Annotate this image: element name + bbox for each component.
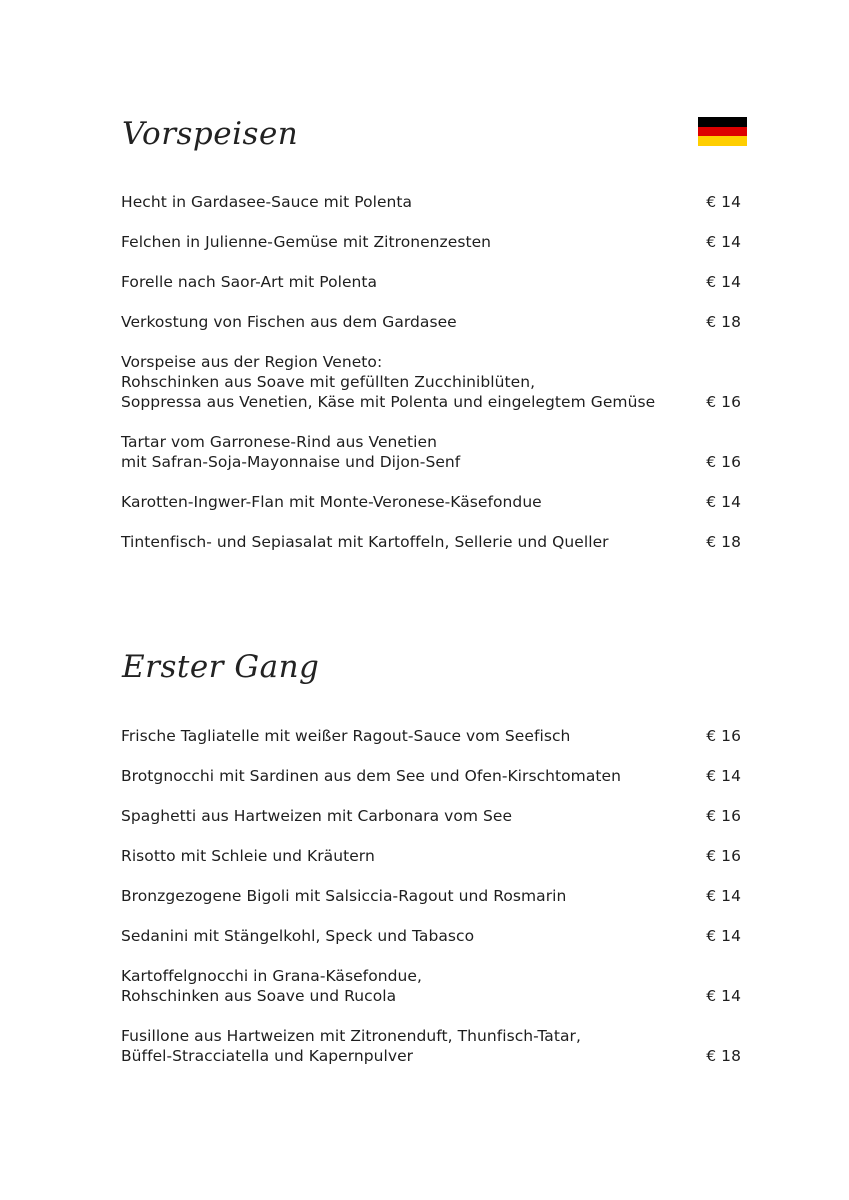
menu-item-text: Rohschinken aus Soave und Rucola	[121, 987, 397, 1005]
menu-item-description	[121, 886, 566, 906]
menu-item-price: € 16	[706, 847, 741, 865]
menu-item-text: Kartoffelgnocchi in Grana-Käsefondue,	[121, 967, 422, 985]
menu-item	[121, 492, 741, 512]
section-title-erster-gang: Erster Gang	[122, 649, 320, 685]
flag-stripe-black	[698, 117, 747, 127]
menu-item-text: Soppressa aus Venetien, Käse mit Polenta und eingelegtem Gemüse	[121, 393, 656, 411]
menu-item-description	[121, 966, 422, 1006]
menu-item-description	[121, 352, 655, 412]
menu-item-price: € 16	[706, 453, 741, 471]
menu-item-text: Felchen in Julienne-Gemüse mit Zitronenzesten	[121, 233, 492, 251]
menu-item-price: € 18	[706, 1047, 741, 1065]
menu-item-text: Vorspeise aus der Region Veneto:	[121, 353, 383, 371]
flag-stripe-red	[698, 127, 747, 137]
menu-list-erster-gang	[121, 726, 741, 1066]
menu-item	[121, 806, 741, 826]
menu-item-price: € 14	[706, 273, 741, 291]
german-flag-icon	[698, 117, 747, 146]
menu-item-price: € 16	[706, 727, 741, 745]
menu-item-text: Spaghetti aus Hartweizen mit Carbonara vom See	[121, 807, 513, 825]
menu-item-text: Fusillone aus Hartweizen mit Zitronenduft, Thunfisch-Tatar,	[121, 1027, 581, 1045]
menu-item-text: Büffel-Stracciatella und Kapernpulver	[121, 1047, 414, 1065]
menu-item-description	[121, 846, 375, 866]
menu-item-price: € 14	[706, 767, 741, 785]
menu-item-description	[121, 806, 512, 826]
menu-item-description	[121, 312, 457, 332]
menu-item-text: mit Safran-Soja-Mayonnaise und Dijon-Senf	[121, 453, 461, 471]
menu-item-description	[121, 432, 460, 472]
menu-item-text: Brotgnocchi mit Sardinen aus dem See und Ofen-Kirschtomaten	[121, 767, 621, 785]
menu-item-text: Hecht in Gardasee-Sauce mit Polenta	[121, 193, 413, 211]
menu-item-description	[121, 1026, 581, 1066]
menu-item-description	[121, 726, 570, 746]
menu-item-price: € 14	[706, 887, 741, 905]
menu-item	[121, 192, 741, 212]
menu-item-text: Risotto mit Schleie und Kräutern	[121, 847, 375, 865]
menu-item-text: Rohschinken aus Soave mit gefüllten Zucchiniblüten,	[121, 373, 536, 391]
menu-item-price: € 14	[706, 193, 741, 211]
menu-item-price: € 14	[706, 493, 741, 511]
menu-item	[121, 926, 741, 946]
menu-item-text: Bronzgezogene Bigoli mit Salsiccia-Ragout und Rosmarin	[121, 887, 567, 905]
menu-item	[121, 272, 741, 292]
menu-item-price: € 14	[706, 987, 741, 1005]
menu-item-price: € 14	[706, 233, 741, 251]
menu-item	[121, 532, 741, 552]
menu-item-price: € 14	[706, 927, 741, 945]
menu-item-price: € 16	[706, 393, 741, 411]
menu-item	[121, 432, 741, 472]
menu-item-description	[121, 492, 542, 512]
menu-item	[121, 726, 741, 746]
menu-item-text: Verkostung von Fischen aus dem Gardasee	[121, 313, 457, 331]
menu-item	[121, 1026, 741, 1066]
menu-item-price: € 16	[706, 807, 741, 825]
menu-item	[121, 886, 741, 906]
section-title-vorspeisen: Vorspeisen	[122, 116, 299, 152]
menu-item	[121, 312, 741, 332]
menu-item-description	[121, 232, 491, 252]
menu-item-description	[121, 272, 377, 292]
menu-item-text: Tartar vom Garronese-Rind aus Venetien	[121, 433, 437, 451]
menu-item	[121, 846, 741, 866]
menu-item-text: Tintenfisch- und Sepiasalat mit Kartoffeln, Sellerie und Queller	[121, 533, 609, 551]
menu-item-price: € 18	[706, 313, 741, 331]
menu-item-price: € 18	[706, 533, 741, 551]
menu-item-description	[121, 532, 609, 552]
menu-item-description	[121, 192, 412, 212]
menu-item-text: Karotten-Ingwer-Flan mit Monte-Veronese-Käsefondue	[121, 493, 542, 511]
menu-item-text: Frische Tagliatelle mit weißer Ragout-Sauce vom Seefisch	[121, 727, 571, 745]
menu-item	[121, 352, 741, 412]
menu-item	[121, 232, 741, 252]
menu-item-description	[121, 766, 621, 786]
menu-list-vorspeisen	[121, 192, 741, 552]
menu-item-description	[121, 926, 474, 946]
menu-item	[121, 766, 741, 786]
menu-item-text: Forelle nach Saor-Art mit Polenta	[121, 273, 378, 291]
menu-item	[121, 966, 741, 1006]
menu-item-text: Sedanini mit Stängelkohl, Speck und Tabasco	[121, 927, 475, 945]
flag-stripe-gold	[698, 136, 747, 146]
